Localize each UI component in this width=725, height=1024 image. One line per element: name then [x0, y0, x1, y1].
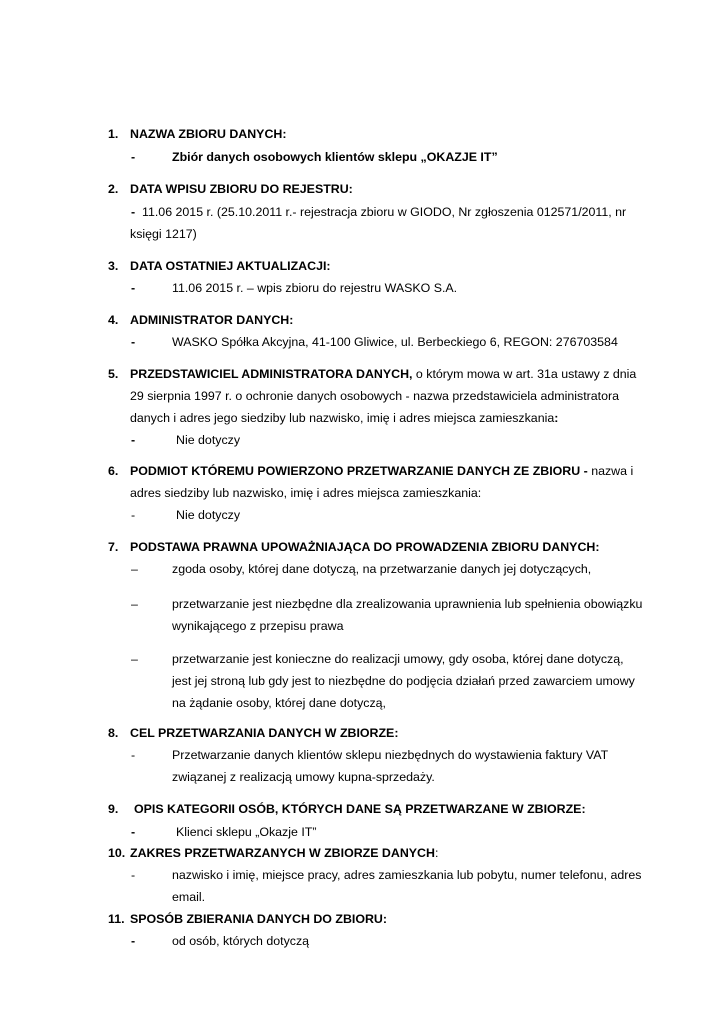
section-2-dash: -	[131, 205, 136, 219]
section-1-heading: NAZWA ZBIORU DANYCH:	[130, 127, 287, 141]
section-4-dash: -	[131, 335, 136, 349]
section-7-item-2-line-2: wynikającego z przepisu prawa	[172, 619, 344, 633]
section-7-item-3-line-3: na żądanie osoby, której dane dotyczą,	[172, 696, 386, 710]
section-9-heading: OPIS KATEGORII OSÓB, KTÓRYCH DANE SĄ PRZETWARZANE W ZBIORZE:	[134, 802, 586, 816]
section-10-number: 10.	[108, 846, 126, 860]
section-1-text: Zbiór danych osobowych klientów sklepu „OKAZJE IT”	[172, 150, 498, 164]
section-11-heading: SPOSÓB ZBIERANIA DANYCH DO ZBIORU:	[130, 912, 387, 926]
section-6-number: 6.	[108, 464, 119, 478]
section-8-dash: -	[131, 748, 136, 762]
section-3-number: 3.	[108, 259, 119, 273]
section-3-text: 11.06 2015 r. – wpis zbioru do rejestru WASKO S.A.	[172, 281, 458, 295]
section-6-dash: -	[131, 508, 136, 522]
section-4-number: 4.	[108, 313, 119, 327]
section-7-item-2-dash: –	[131, 597, 138, 611]
section-10-heading-line	[130, 846, 438, 860]
section-5-line-2: 29 sierpnia 1997 r. o ochronie danych osobowych - nazwa przedstawiciela administratora	[130, 389, 620, 403]
section-7-item-1-dash: –	[131, 562, 138, 576]
section-5-heading-rest: o którym mowa w art. 31a ustawy z dnia	[412, 367, 637, 381]
section-9-text: Klienci sklepu „Okazje IT”	[176, 825, 317, 839]
section-1-number: 1.	[108, 127, 119, 141]
section-10-colon: :	[434, 846, 439, 860]
section-7-item-3-line-1: przetwarzanie jest konieczne do realizacji umowy, gdy osoba, której dane dotyczą,	[172, 652, 624, 666]
section-7-item-1-line-1: zgoda osoby, której dane dotyczą, na przetwarzanie danych jej dotyczących,	[172, 562, 592, 576]
section-8-line-2: związanej z realizacją umowy kupna-sprzedaży.	[172, 770, 435, 784]
section-6-text: Nie dotyczy	[176, 508, 241, 522]
section-2-line-1: 11.06 2015 r. (25.10.2011 r.- rejestracja zbioru w GIODO, Nr zgłoszenia 012571/2011, nr	[142, 205, 627, 219]
section-5-colon: :	[554, 411, 559, 425]
section-11-dash: -	[131, 934, 136, 948]
section-2-heading: DATA WPISU ZBIORU DO REJESTRU:	[130, 182, 353, 196]
section-6-heading-line	[130, 464, 633, 478]
section-5-heading: PRZEDSTAWICIEL ADMINISTRATORA DANYCH,	[130, 367, 413, 381]
section-5-number: 5.	[108, 367, 119, 381]
section-5-dash: -	[131, 433, 136, 447]
section-6-heading: PODMIOT KTÓREMU POWIERZONO PRZETWARZANIE DANYCH ZE ZBIORU -	[130, 464, 588, 478]
section-6-heading-rest: nazwa i	[587, 464, 634, 478]
section-9-number: 9.	[108, 802, 119, 816]
section-3-dash: -	[131, 281, 136, 295]
section-10-dash: -	[131, 868, 136, 882]
section-8-number: 8.	[108, 726, 119, 740]
section-7-item-3-line-2: jest jej stroną lub gdy jest to niezbędne do podjęcia działań przed zawarciem umowy	[172, 674, 635, 688]
section-10-line-2: email.	[172, 890, 206, 904]
section-9-dash: -	[131, 825, 136, 839]
section-5-heading-line	[130, 367, 636, 381]
section-11-text: od osób, których dotyczą	[172, 934, 310, 948]
section-7-heading: PODSTAWA PRAWNA UPOWAŻNIAJĄCA DO PROWADZENIA ZBIORU DANYCH:	[130, 540, 600, 554]
section-6-line-2: adres siedziby lub nazwisko, imię i adres miejsca zamieszkania:	[130, 486, 482, 500]
section-4-text: WASKO Spółka Akcyjna, 41-100 Gliwice, ul. Berbeckiego 6, REGON: 276703584	[172, 335, 618, 349]
section-7-item-2-line-1: przetwarzanie jest niezbędne dla zrealizowania uprawnienia lub spełnienia obowiązku	[172, 597, 643, 611]
section-1-dash: -	[131, 150, 136, 164]
section-10-heading: ZAKRES PRZETWARZANYCH W ZBIORZE DANYCH	[130, 846, 435, 860]
section-4-heading: ADMINISTRATOR DANYCH:	[130, 313, 294, 327]
section-8-heading: CEL PRZETWARZANIA DANYCH W ZBIORZE:	[130, 726, 399, 740]
section-2-number: 2.	[108, 182, 119, 196]
section-10-line-1: nazwisko i imię, miejsce pracy, adres zamieszkania lub pobytu, numer telefonu, adres	[172, 868, 642, 882]
section-2-line-2: księgi 1217)	[130, 227, 197, 241]
section-5-line-3-wrap	[130, 411, 558, 425]
section-3-heading: DATA OSTATNIEJ AKTUALIZACJI:	[130, 259, 331, 273]
section-7-number: 7.	[108, 540, 119, 554]
section-5-line-3: danych i adres jego siedziby lub nazwisko, imię i adres miejsca zamieszkania	[130, 411, 555, 425]
section-11-number: 11.	[108, 912, 125, 926]
section-7-item-3-dash: –	[131, 652, 138, 666]
section-8-line-1: Przetwarzanie danych klientów sklepu niezbędnych do wystawienia faktury VAT	[172, 748, 609, 762]
section-5-text: Nie dotyczy	[176, 433, 241, 447]
